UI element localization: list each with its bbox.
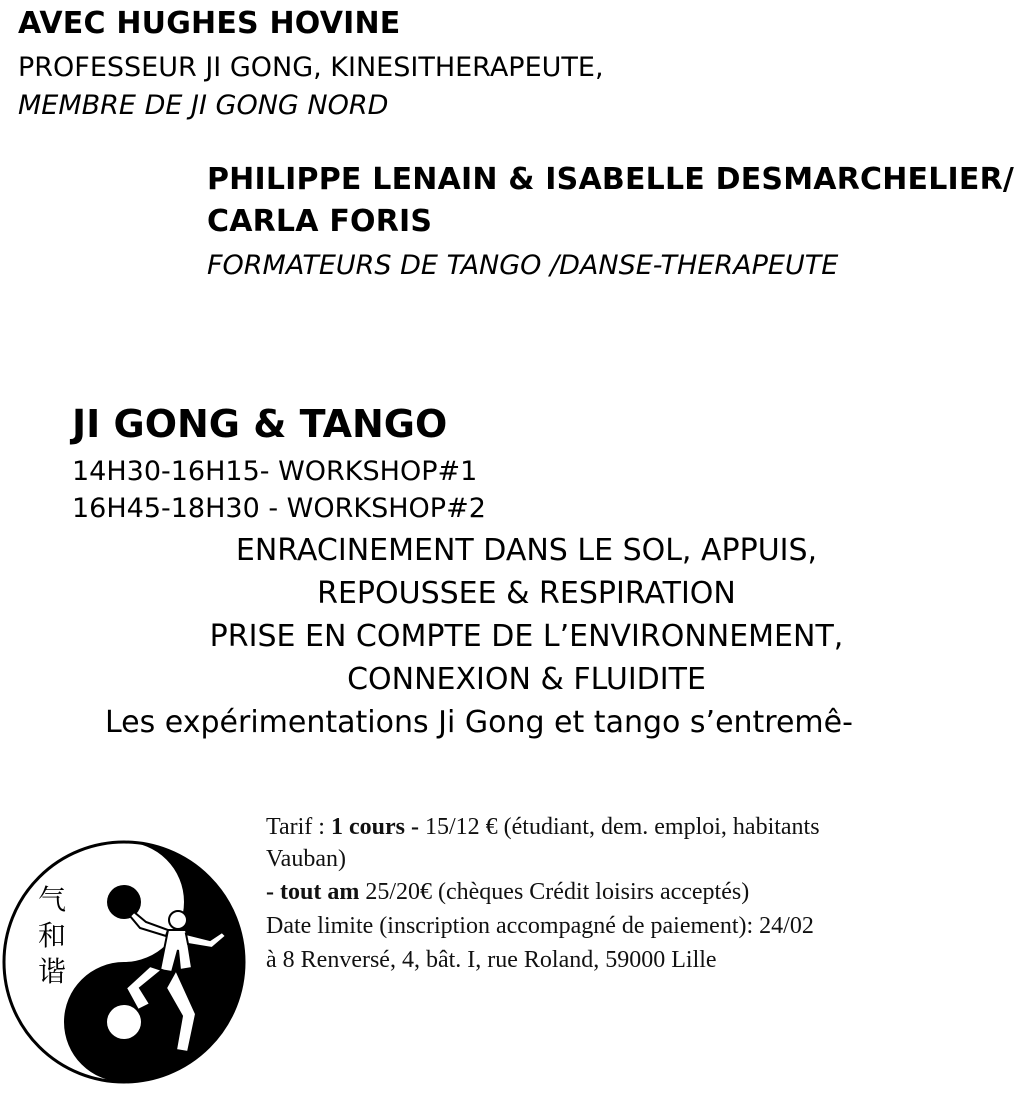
logo-char-2: 和: [38, 919, 67, 952]
theme-line-3: PRISE EN COMPTE DE L’ENVIRONNEMENT,: [209, 619, 844, 654]
logo-char-1: 气: [38, 883, 67, 916]
presenter1-name: AVEC HUGHES HOVINE: [18, 6, 401, 41]
workshop2: 16H45-18H30 - WORKSHOP#2: [72, 493, 486, 524]
presenter1-role: PROFESSEUR JI GONG, KINESITHERAPEUTE,: [18, 52, 604, 83]
event-description: Les expérimentations Ji Gong et tango s’entremê-: [105, 705, 853, 740]
workshop1: 14H30-16H15- WORKSHOP#1: [72, 456, 478, 487]
pricing-line-3: - tout am 25/20€ (chèques Crédit loisirs acceptés): [266, 879, 750, 905]
logo-characters: [38, 882, 78, 990]
pricing-line-4: Date limite (inscription accompagné de paiement): 24/02: [266, 913, 814, 939]
presenter2-name-line1: PHILIPPE LENAIN & ISABELLE DESMARCHELIER/: [207, 162, 1015, 197]
presenter2-role: FORMATEURS DE TANGO /DANSE-THERAPEUTE: [207, 250, 839, 281]
logo-char-3: 谐: [38, 955, 67, 988]
event-title: JI GONG & TANGO: [72, 402, 448, 446]
theme-line-1: ENRACINEMENT DANS LE SOL, APPUIS,: [235, 533, 818, 568]
pricing-line-1: Tarif : 1 cours - 15/12 € (étudiant, dem. emploi, habitants: [266, 814, 820, 840]
presenter2-name-line2: CARLA FORIS: [207, 204, 433, 239]
theme-line-2: REPOUSSEE & RESPIRATION: [317, 576, 736, 611]
pricing-line-2: Vauban): [266, 846, 346, 872]
pricing-line-5: à 8 Renversé, 4, bât. I, rue Roland, 59000 Lille: [266, 947, 717, 973]
theme-line-4: CONNEXION & FLUIDITE: [347, 662, 706, 697]
yin-yang-qigong-logo-icon: [0, 838, 248, 1086]
presenter1-org: MEMBRE DE JI GONG NORD: [18, 90, 389, 121]
